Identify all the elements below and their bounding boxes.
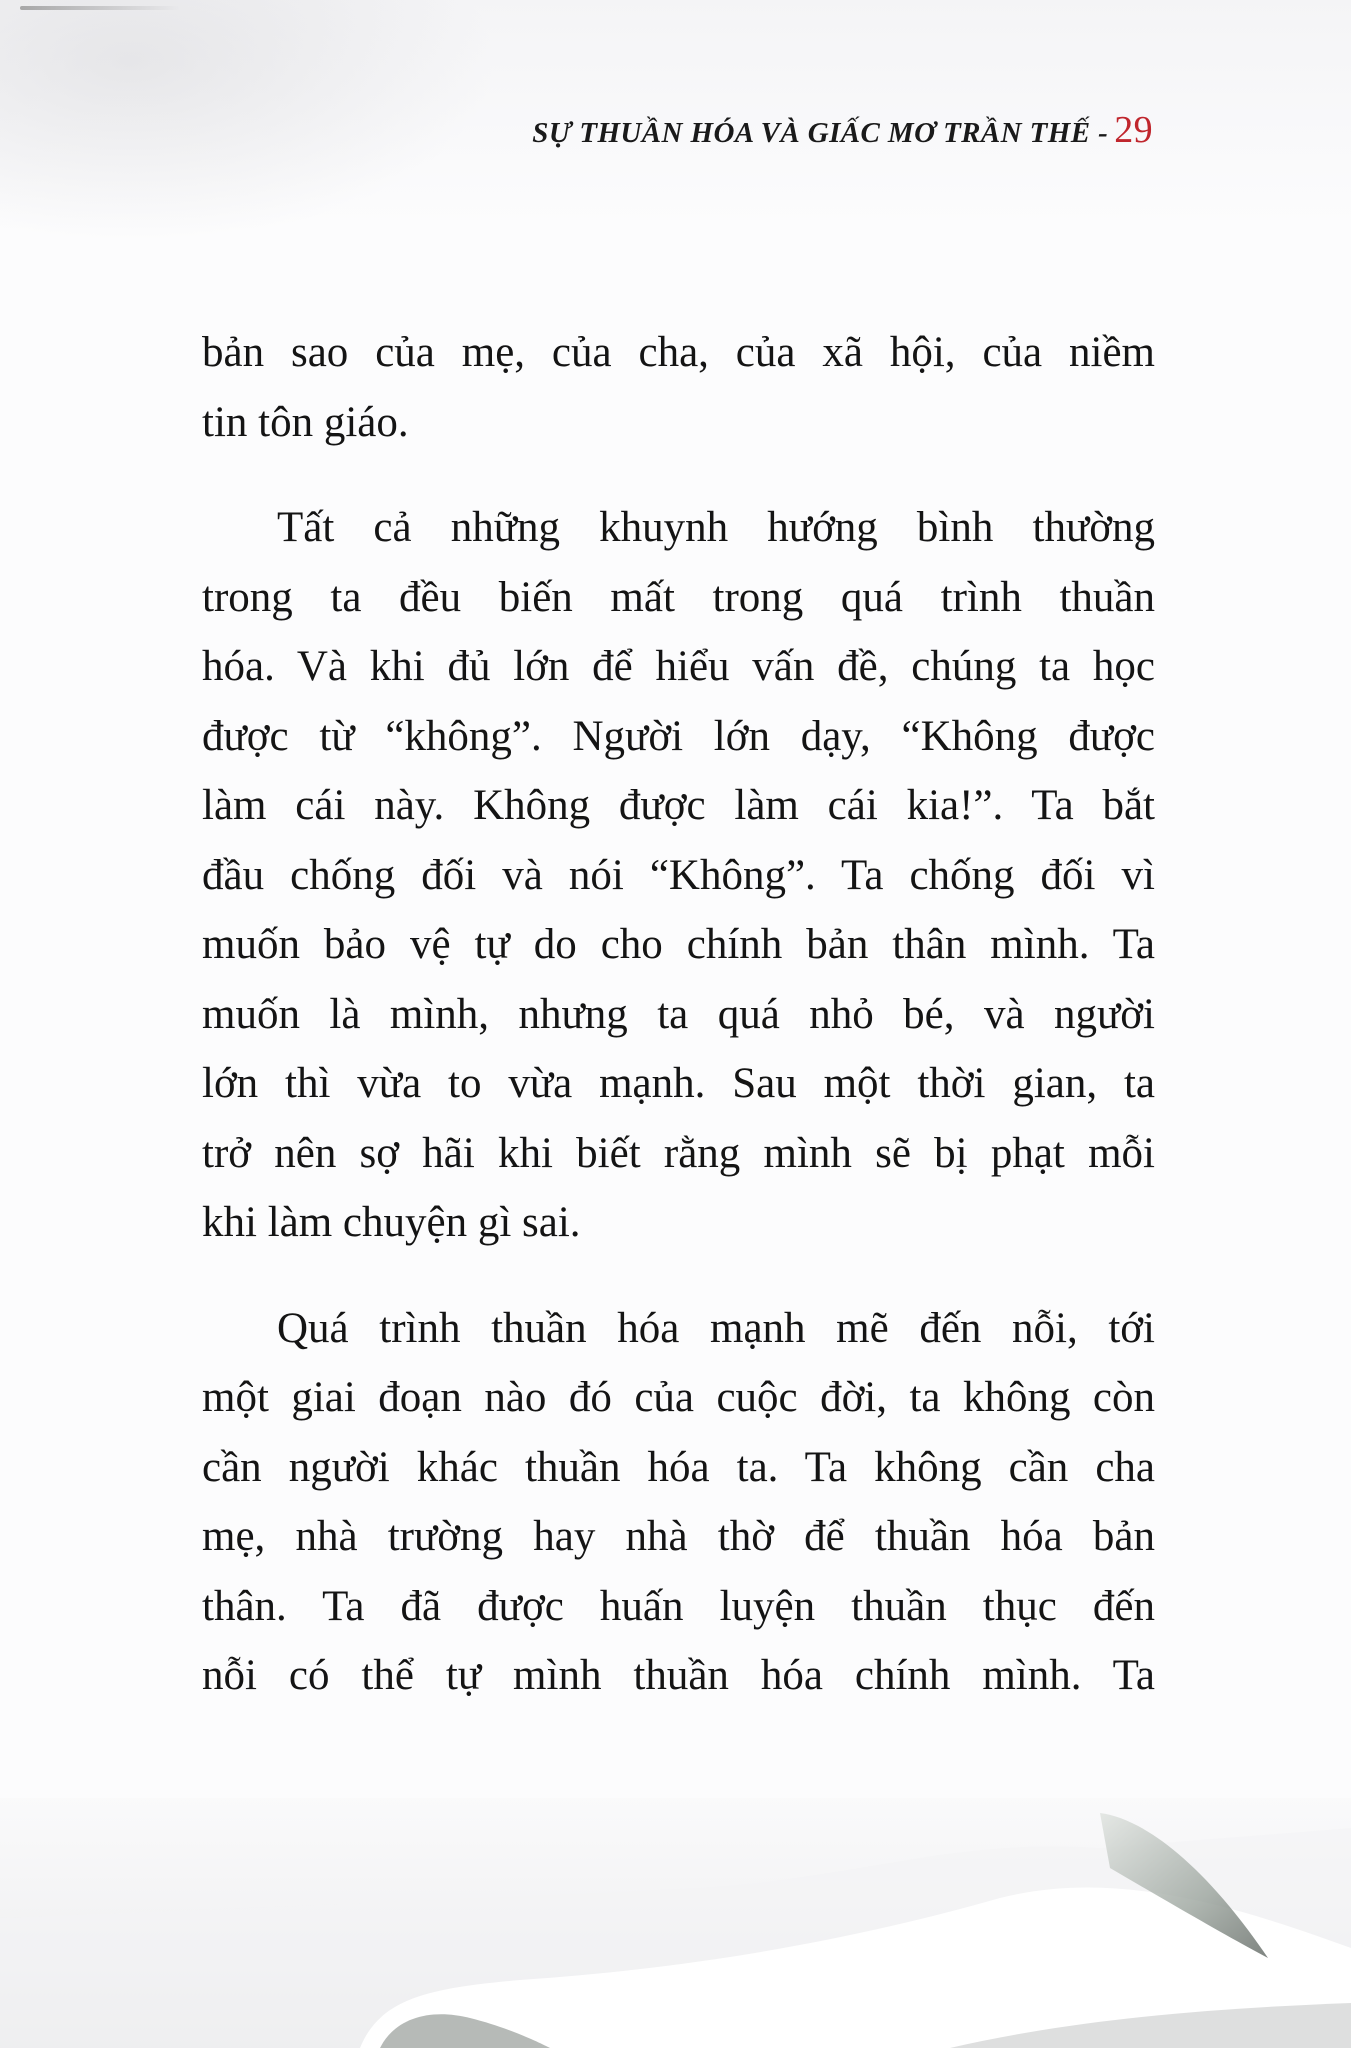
text-line: trở nên sợ hãi khi biết rằng mình sẽ bị phạt mỗi	[202, 1129, 1155, 1177]
page-edge-shadow	[20, 6, 180, 10]
text-line: lớn thì vừa to vừa mạnh. Sau một thời gian, ta	[202, 1060, 1155, 1107]
text-line: muốn bảo vệ tự do cho chính bản thân mình. Ta	[202, 921, 1155, 968]
text-line: khi làm chuyện gì sai.	[202, 1199, 581, 1246]
text-line: tin tôn giáo.	[202, 398, 409, 446]
body-text	[202, 318, 1155, 1747]
text-line: một giai đoạn nào đó của cuộc đời, ta không còn	[202, 1374, 1155, 1421]
text-line: làm cái này. Không được làm cái kia!”. Ta bắt	[202, 782, 1155, 829]
text-line: cần người khác thuần hóa ta. Ta không cần cha	[202, 1443, 1155, 1491]
text-line: hóa. Và khi đủ lớn để hiểu vấn đề, chúng ta học	[202, 643, 1155, 690]
text-line: đầu chống đối và nói “Không”. Ta chống đối vì	[202, 851, 1155, 899]
text-line: muốn là mình, nhưng ta quá nhỏ bé, và người	[202, 990, 1155, 1038]
paragraph-1	[202, 318, 1155, 457]
text-line: nỗi có thể tự mình thuần hóa chính mình. Ta	[202, 1652, 1155, 1699]
text-line: Quá trình thuần hóa mạnh mẽ đến nỗi, tới	[277, 1304, 1155, 1352]
text-line: Tất cả những khuynh hướng bình thường	[277, 504, 1155, 551]
text-line: mẹ, nhà trường hay nhà thờ để thuần hóa bản	[202, 1513, 1155, 1560]
running-header	[503, 108, 1153, 152]
paragraph-3	[202, 1294, 1155, 1711]
text-line: trong ta đều biến mất trong quá trình thuần	[202, 573, 1155, 621]
text-line: được từ “không”. Người lớn dạy, “Không được	[202, 712, 1155, 760]
text-line: bản sao của mẹ, của cha, của xã hội, của niềm	[202, 329, 1155, 376]
decorative-background-art	[0, 1718, 1351, 2048]
text-line: thân. Ta đã được huấn luyện thuần thục đến	[202, 1582, 1155, 1630]
paragraph-2	[202, 493, 1155, 1258]
running-title: SỰ THUẦN HÓA VÀ GIẤC MƠ TRẦN THẾ -	[532, 117, 1109, 149]
page-number: 29	[1114, 109, 1153, 151]
